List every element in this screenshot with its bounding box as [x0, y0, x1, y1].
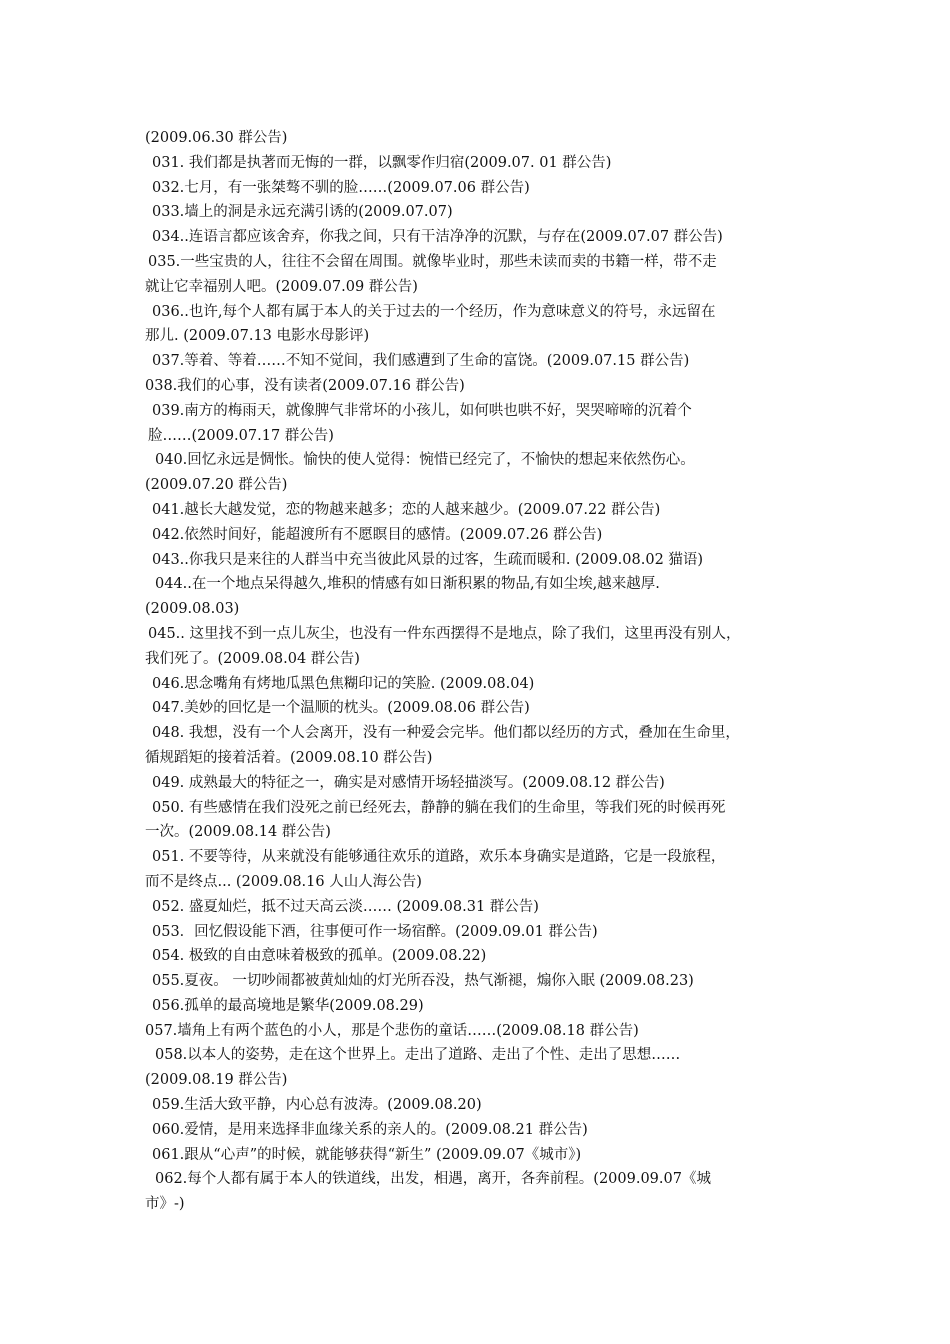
- text-line: 036..也许,每个人都有属于本人的关于过去的一个经历，作为意味意义的符号，永远留在: [152, 303, 716, 320]
- text-line: (2009.07.20 群公告): [145, 477, 288, 494]
- text-line: 我们死了。(2009.08.04 群公告): [145, 650, 360, 667]
- text-line: 033.墙上的洞是永远充满引诱的(2009.07.07): [152, 204, 453, 221]
- text-line: (2009.08.19 群公告): [145, 1072, 288, 1089]
- document-body: [145, 126, 815, 1217]
- text-line: 046.思念嘴角有烤地瓜黑色焦糊印记的笑脸. (2009.08.04): [152, 675, 535, 692]
- text-line: 058.以本人的姿势，走在这个世界上。走出了道路、走出了个性、走出了思想……: [155, 1047, 681, 1064]
- text-line: 038.我们的心事，没有读者(2009.07.16 群公告): [145, 377, 465, 394]
- text-line: 059.生活大致平静，内心总有波涛。(2009.08.20): [152, 1097, 482, 1114]
- text-line: 就让它幸福别人吧。(2009.07.09 群公告): [145, 278, 418, 295]
- text-line: 031. 我们都是执著而无悔的一群，以飘零作归宿(2009.07. 01 群公告): [152, 154, 612, 171]
- text-line: 060.爱情，是用来选择非血缘关系的亲人的。(2009.08.21 群公告): [152, 1121, 588, 1138]
- text-line: (2009.08.03): [145, 601, 240, 618]
- text-line: 循规蹈矩的接着活着。(2009.08.10 群公告): [145, 749, 433, 766]
- text-line: 那儿. (2009.07.13 电影水母影评): [145, 328, 370, 345]
- text-line: 048. 我想，没有一个人会离开，没有一种爱会完毕。他们都以经历的方式，叠加在生命里，: [152, 725, 740, 742]
- text-line: 050. 有些感情在我们没死之前已经死去，静静的躺在我们的生命里，等我们死的时候再死: [152, 799, 726, 816]
- text-line: 055.夏夜。 一切吵闹都被黄灿灿的灯光所吞没，热气渐褪，煽你入眠 (2009.08.23): [152, 973, 694, 990]
- text-line: 035.一些宝贵的人，往往不会留在周围。就像毕业时，那些未读而卖的书籍一样，带不走: [148, 253, 717, 270]
- text-line: 061.跟从“心声”的时候，就能够获得“新生” (2009.09.07《城市》): [152, 1146, 582, 1163]
- text-line: 037.等着、等着……不知不觉间，我们感遭到了生命的富饶。(2009.07.15 群公告): [152, 353, 690, 370]
- text-line: 市》-): [145, 1196, 185, 1213]
- text-line: 039.南方的梅雨天，就像脾气非常坏的小孩儿，如何哄也哄不好，哭哭啼啼的沉着个: [152, 402, 692, 419]
- text-line: 032.七月，有一张桀骜不驯的脸……(2009.07.06 群公告): [152, 179, 530, 196]
- text-line: 040.回忆永远是惆怅。愉快的使人觉得：惋惜已经完了，不愉快的想起来依然伤心。: [155, 452, 695, 469]
- text-line: 042.依然时间好，能超渡所有不愿瞑目的感情。(2009.07.26 群公告): [152, 526, 603, 543]
- text-line: 051. 不要等待，从来就没有能够通往欢乐的道路，欢乐本身确实是道路，它是一段旅程，: [152, 849, 726, 866]
- text-line: 一次。(2009.08.14 群公告): [145, 824, 331, 841]
- text-line: 041.越长大越发觉，恋的物越来越多；恋的人越来越少。(2009.07.22 群公告): [152, 501, 661, 518]
- text-line: 053．回忆假设能下酒，往事便可作一场宿醉。(2009.09.01 群公告): [152, 923, 598, 940]
- text-line: 062.每个人都有属于本人的铁道线，出发，相遇，离开，各奔前程。(2009.09.07《城: [155, 1171, 711, 1188]
- text-line: 043..你我只是来往的人群当中充当彼此风景的过客，生疏而暖和. (2009.08.02 猫语): [152, 551, 704, 568]
- text-line: 045.. 这里找不到一点儿灰尘，也没有一件东西摆得不是地点，除了我们，这里再没有别人，: [148, 625, 741, 642]
- text-line: 056.孤单的最高境地是繁华(2009.08.29): [152, 997, 424, 1014]
- text-line: (2009.06.30 群公告): [145, 130, 288, 146]
- text-line: 044..在一个地点呆得越久,堆积的情感有如日渐积累的物品,有如尘埃,越来越厚.: [155, 576, 660, 593]
- text-line: 052. 盛夏灿烂，抵不过天高云淡…… (2009.08.31 群公告): [152, 898, 539, 915]
- text-line: 047.美妙的回忆是一个温顺的枕头。(2009.08.06 群公告): [152, 700, 530, 717]
- text-line: 057.墙角上有两个蓝色的小人，那是个悲伤的童话……(2009.08.18 群公告): [145, 1022, 639, 1039]
- text-line: 034..连语言都应该舍弃，你我之间，只有干洁净净的沉默，与存在(2009.07.07 群公告): [152, 229, 723, 246]
- text-line: 而不是终点... (2009.08.16 人山人海公告): [145, 873, 422, 890]
- text-line: 054. 极致的自由意味着极致的孤单。(2009.08.22): [152, 948, 487, 965]
- text-line: 脸……(2009.07.17 群公告): [148, 427, 334, 444]
- text-line: 049. 成熟最大的特征之一，确实是对感情开场轻描淡写。(2009.08.12 群公告): [152, 774, 665, 791]
